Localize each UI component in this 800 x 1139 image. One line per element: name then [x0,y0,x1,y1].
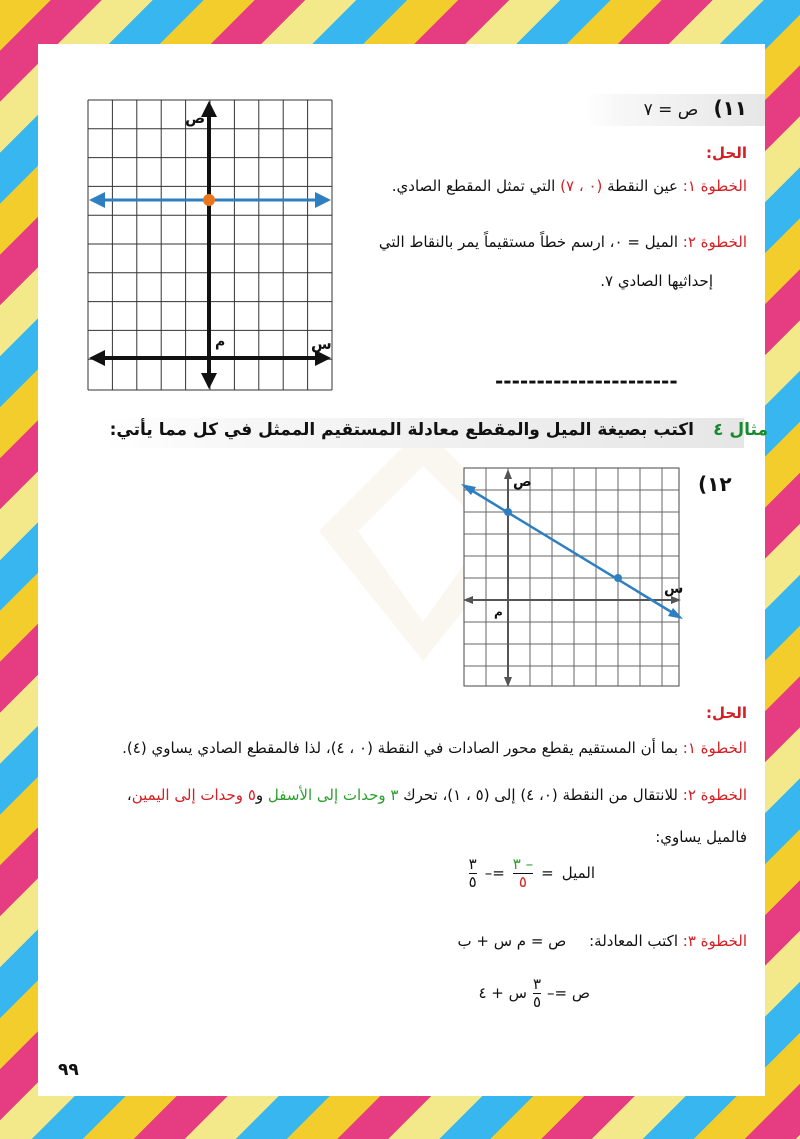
final-fraction [533,976,541,1010]
step-label: الخطوة ٣: [682,932,747,950]
line-arrow-right [315,192,331,208]
problem12-step3 [457,932,747,950]
step-text: الميل = ٠، ارسم خطاً مستقيماً يمر بالنقاط التي [378,233,683,251]
point-coords: (٠ ، ٧) [560,177,603,195]
x-axis-label: س [311,335,332,353]
line-arrow-left [89,192,105,208]
x-axis-label: س [664,581,684,597]
step-label: الخطوة ٢: [682,233,747,251]
step-text: للانتقال من النقطة (٠، ٤) إلى (٥ ، ١)، تحرك [398,786,683,804]
equals-sign: = [541,864,554,882]
fraction-numerator: – ٣ [512,855,534,873]
example4-header [110,420,768,440]
page-sheet [38,44,768,1096]
problem11-header [644,96,747,120]
fraction-denominator: ٥ [468,872,477,891]
fraction-numerator: ٣ [532,975,542,993]
problem11-step1 [392,177,747,195]
final-lhs: ص =– [547,984,590,1002]
step-text: التي تمثل المقطع الصادي. [391,177,561,195]
point-0-4 [504,508,512,516]
y-axis-arrow-down [201,373,217,389]
y-intercept-point [203,194,215,206]
problem11-solution-label: الحل: [706,144,747,162]
fraction-numerator: ٣ [468,855,477,873]
example4-instruction: اكتب بصيغة الميل والمقطع معادلة المستقيم الممثل في كل مما يأتي: [109,420,694,440]
problem11-graph [87,99,333,391]
general-form-equation: ص = م س + ب [457,932,567,950]
slope-word: الميل [561,864,595,882]
fraction-denominator: ٥ [532,992,542,1011]
move-down-text: ٣ وحدات إلى الأسفل [267,786,399,804]
example4-label: مثال ٤ [713,420,768,440]
x-axis-arrow-left [89,350,105,366]
step-label: الخطوة ٢: [682,786,747,804]
slope-equation [469,856,595,890]
slope-fraction [469,856,477,890]
y-axis-label: ص [185,109,206,127]
y-axis-label: ص [513,474,532,490]
step-label: الخطوة ١: [682,739,747,757]
step-text: بما أن المستقيم يقطع محور الصادات في النقطة (٠ ، ٤)، لذا فالمقطع الصادي يساوي (٤). [122,739,683,757]
step-label: الخطوة ١: [682,177,747,195]
problem12-step1 [122,739,747,757]
problem11-equation: ص = ٧ [643,100,699,120]
problem11-step2-cont: إحداثيها الصادي ٧. [600,272,713,290]
problem12-number: ١٢) [698,472,732,496]
problem11-step2 [379,233,747,251]
problem11-number: ١١) [713,96,747,120]
point-5-1 [614,574,622,582]
problem12-solution-label: الحل: [706,704,747,722]
step-text: اكتب المعادلة: [589,932,683,950]
step-text: عين النقطة [602,177,683,195]
origin-label: م [494,605,503,619]
equals-minus-sign: =– [484,864,505,882]
problem12-graph [459,463,685,691]
problem12-step2 [127,786,747,804]
separator-line: ---------------------- [495,369,678,393]
slope-intro: فالميل يساوي: [655,828,747,846]
origin-label: م [215,334,226,350]
step-text: ، [126,786,132,804]
slope-fraction-colored [513,856,533,890]
final-equation [478,976,590,1010]
final-rhs: س + ٤ [478,984,527,1002]
fraction-denominator: ٥ [518,872,527,891]
page-number: ٩٩ [58,1060,79,1080]
step-text: و [255,786,268,804]
move-right-text: ٥ وحدات إلى اليمين [131,786,256,804]
